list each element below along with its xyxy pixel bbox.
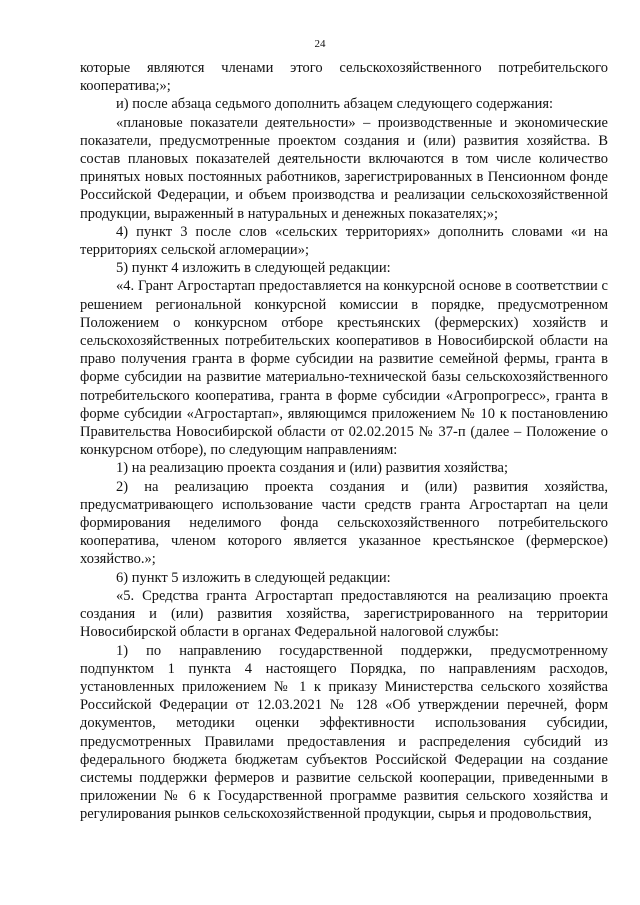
paragraph-item-i: и) после абзаца седьмого дополнить абзацем следующего содержания:	[116, 96, 554, 113]
paragraph-clause-4-new-text: «4. Грант Агростартап предоставляется на конкурсной основе в соответствии с решением региональной конкурсной комиссии в порядке, предусмотренном Положением о конкурсном отборе крестьянских (фермерских) хозяйств и сельскохозяйственных потребительских кооперативов в Новосибирской области на право получения гранта в форме субсидии на развитие семейной фермы, гранта в форме субсидии на развитие материально-технической базы сельскохозяйственного потребительского кооператива, гранта в форме субсидии «Агропрогресс», гранта в форме субсидии «Агростартап», являющимся приложением № 10 к постановлению Правительства Новосибирской области от 02.02.2015 № 37-п (далее – Положение о конкурсном отборе), по следующим направлениям:	[80, 278, 608, 459]
paragraph-planned-indicators-definition: «плановые показатели деятельности» – производственные и экономические показатели, предусмотренные проектом создания и (или) развития хозяйства. В состав плановых показателей деятельности включаются в том числе количество принятых новых постоянных работников, зарегистрированных в Пенсионном фонде Российской Федерации, и объем производства и реализации сельскохозяйственной продукции, выраженный в натуральных и денежных показателях;»;	[80, 114, 608, 222]
paragraph-direction-2: 2) на реализацию проекта создания и (или) развития хозяйства, предусматривающего использование части средств гранта Агростартап на цели формирования неделимого фонда сельскохозяйственного потребительского кооператива, членом которого является указанное крестьянское (фермерское) хозяйство.»;	[80, 478, 608, 568]
paragraph-item-4: 4) пункт 3 после слов «сельских территориях» дополнить словами «и на территориях сельской агломерации»;	[80, 223, 608, 259]
paragraph-item-6: 6) пункт 5 изложить в следующей редакции:	[116, 569, 391, 586]
document-body	[80, 59, 608, 824]
paragraph-item-5: 5) пункт 4 изложить в следующей редакции:	[116, 260, 391, 277]
paragraph-cooperative-members: которые являются членами этого сельскохозяйственного потребительского кооператива;»;	[80, 60, 608, 95]
paragraph-direction-1: 1) на реализацию проекта создания и (или) развития хозяйства;	[116, 460, 508, 477]
paragraph-clause-5-new-text: «5. Средства гранта Агростартап предоставляются на реализацию проекта создания и (или) развития хозяйства, зарегистрированного на территории Новосибирской области в органах Федеральной налоговой службы:	[80, 587, 608, 641]
page-number: 24	[314, 38, 326, 50]
paragraph-clause-5-subitem-1: 1) по направлению государственной поддержки, предусмотренному подпунктом 1 пункта 4 настоящего Порядка, по направлениям расходов, установленных приложением № 1 к приказу Министерства сельского хозяйства Российской Федерации от 12.03.2021 № 128 «Об утверждении перечней, форм документов, методики оценки эффективности использования субсидии, предусмотренных Правилами предоставления и распределения субсидий из федерального бюджета бюджетам субъектов Российской Федерации на создание системы поддержки фермеров и развитие сельской кооперации, приведенными в приложении № 6 к Государственной программе развития сельского хозяйства и регулирования рынков сельскохозяйственной продукции, сырья и продовольствия,	[80, 642, 608, 823]
